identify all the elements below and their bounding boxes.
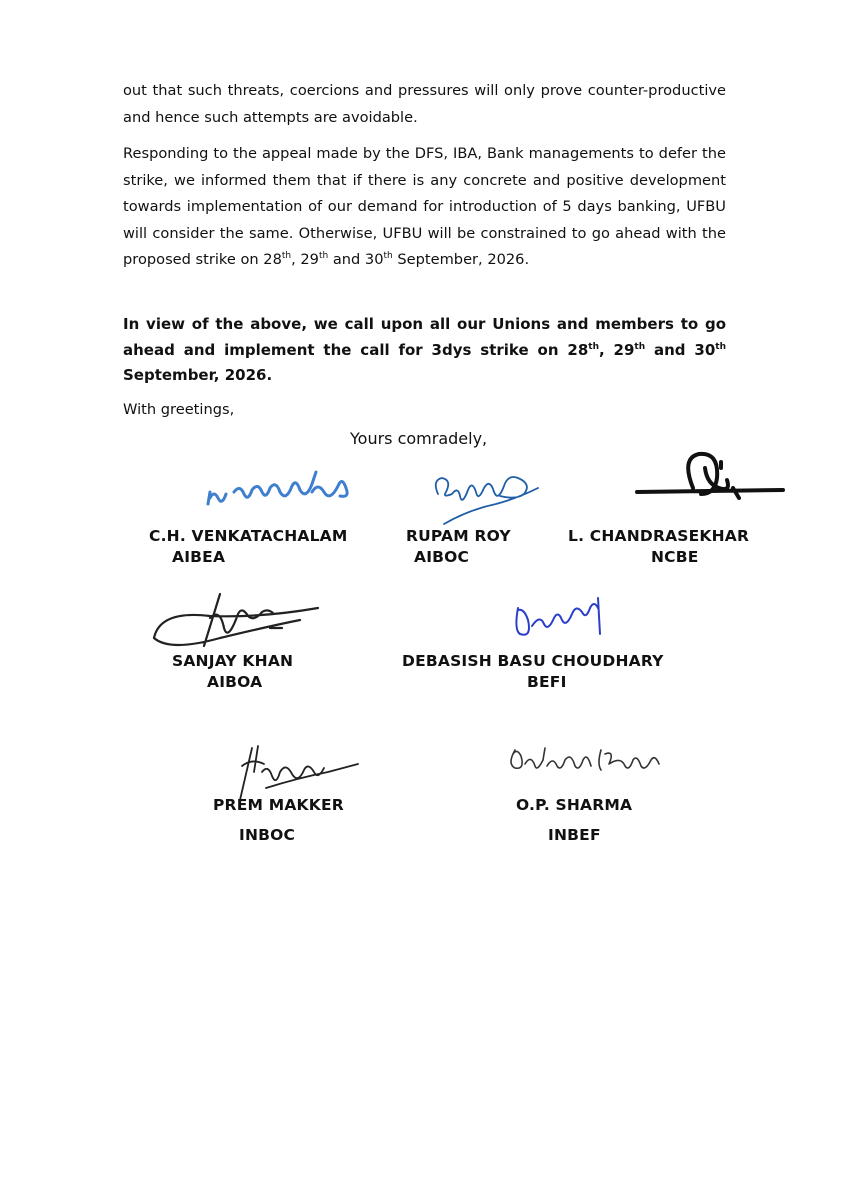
signatory-name: PREM MAKKER xyxy=(213,796,344,814)
signatory-org: INBOC xyxy=(239,826,296,844)
closing: Yours comradely, xyxy=(350,429,488,448)
signatory-org: NCBE xyxy=(651,548,699,566)
signatory-name: RUPAM ROY xyxy=(406,527,511,545)
signature-sanjay-khan xyxy=(150,588,325,658)
signatory-name: SANJAY KHAN xyxy=(172,652,294,670)
signatory-name: C.H. VENKATACHALAM xyxy=(149,527,348,545)
signatory-org: INBEF xyxy=(548,826,601,844)
paragraph-response-main: Responding to the appeal made by the DFS, IBA, Bank managements to defer the strike, we informed them that if there is any concrete and positive development towards implementation of our demand for introduction of 5 days banking, UFBU will consider the same. Otherwise, UFBU will be constrained to go ahead with the proposed strike on 28 xyxy=(123,145,726,268)
signature-debasish xyxy=(510,590,610,645)
superscript-th: th xyxy=(318,251,329,262)
superscript-th: th xyxy=(383,251,393,262)
signature-rupam-roy xyxy=(428,466,548,528)
signature-venkatachalam xyxy=(200,462,360,512)
superscript-th: th xyxy=(588,341,599,352)
paragraph-response-mid: and 30 xyxy=(328,251,384,268)
signatory-org: AIBOC xyxy=(414,548,470,566)
paragraph-intro: out that such threats, coercions and pressures will only prove counter-productive and hence such attempts are avoidable. xyxy=(123,82,726,126)
superscript-th: th xyxy=(281,251,292,262)
paragraph-call-end: September, 2026. xyxy=(123,366,273,384)
signature-chandrasekhar xyxy=(635,448,785,508)
paragraph-response-mid: , 29 xyxy=(291,251,319,268)
paragraph-call-main: In view of the above, we call upon all our Unions and members to go ahead and implement the call for 3dys strike on 28 xyxy=(123,315,726,359)
signatory-org: AIBEA xyxy=(172,548,226,566)
signatory-name: L. CHANDRASEKHAR xyxy=(568,527,750,545)
signature-op-sharma xyxy=(505,744,665,780)
signatory-name: O.P. SHARMA xyxy=(516,796,633,814)
signatory-org: BEFI xyxy=(527,673,567,691)
paragraph-call xyxy=(123,312,726,389)
greeting: With greetings, xyxy=(123,401,235,418)
superscript-th: th xyxy=(634,341,646,352)
paragraph-call-mid: , 29 xyxy=(598,340,635,359)
signatory-org: AIBOA xyxy=(207,673,263,691)
signature-prem-makker xyxy=(228,742,368,804)
superscript-th: th xyxy=(715,341,726,352)
paragraph-response xyxy=(123,141,726,274)
signatory-name: DEBASISH BASU CHOUDHARY xyxy=(402,652,664,670)
paragraph-response-end: September, 2026. xyxy=(392,251,530,268)
paragraph-call-mid: and 30 xyxy=(645,340,716,359)
